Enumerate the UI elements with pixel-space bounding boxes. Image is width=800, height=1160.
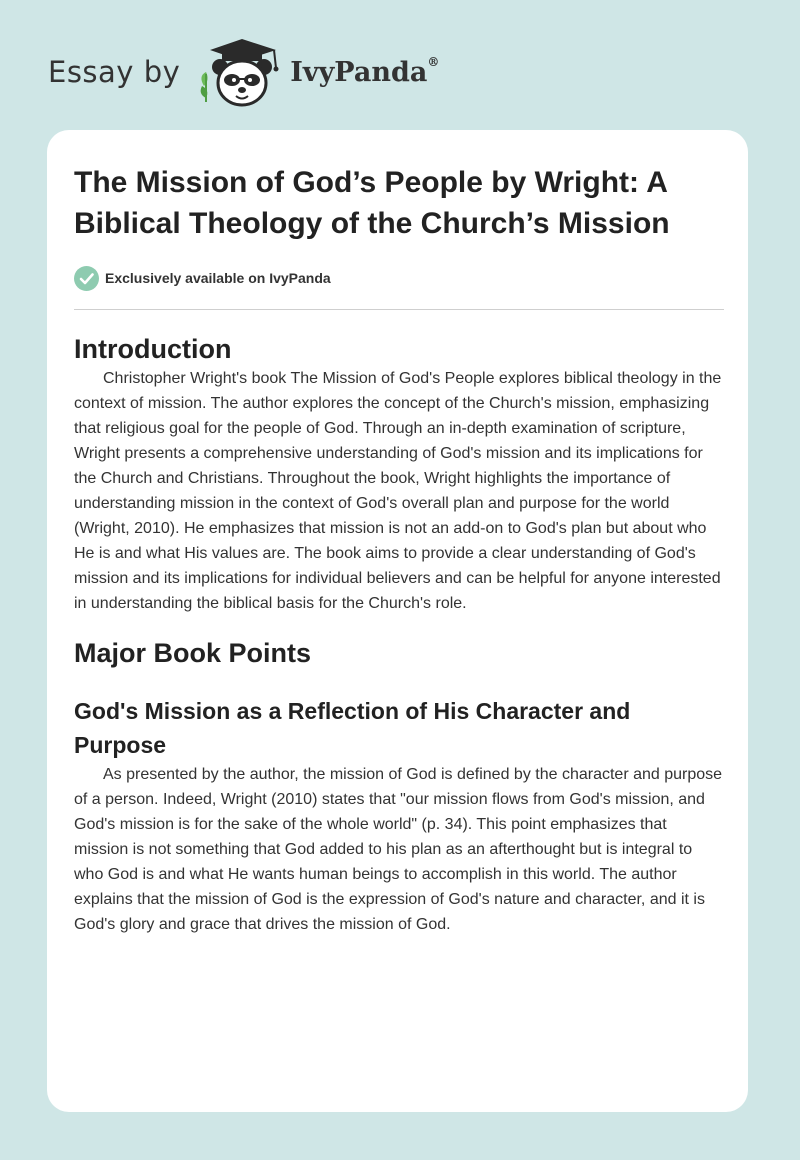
check-circle-icon bbox=[74, 266, 99, 291]
brand-prefix: Essay by bbox=[48, 55, 181, 89]
brand-name: IvyPanda® bbox=[290, 54, 440, 88]
section-heading-introduction: Introduction bbox=[74, 334, 232, 364]
panda-graduation-cap-icon bbox=[196, 36, 288, 108]
gods-mission-paragraph: As presented by the author, the mission of God is defined by the character and purpose of a person. Indeed, Wright (2010) states that "our mission flows from God's mission, and God's mission is for the sake of the whole world" (p. 34). This point emphasizes that mission is not something that God added to his plan as an afterthought but is integral to who God is and what He wants human beings to accomplish in this world. The author explains that the mission of God is the expression of God's nature and character, and it is God's glory and grace that drives the mission of God. bbox=[74, 766, 723, 933]
subsection-heading-gods-mission: God's Mission as a Reflection of His Character and Purpose bbox=[74, 698, 631, 758]
divider bbox=[74, 309, 724, 310]
site-brand[interactable] bbox=[48, 36, 439, 108]
exclusive-badge bbox=[74, 264, 724, 292]
exclusive-badge-label: Exclusively available on IvyPanda bbox=[105, 270, 331, 286]
introduction-paragraph: Christopher Wright's book The Mission of God's People explores biblical theology in the context of mission. The author explores the concept of the Church's mission, emphasizing that religious goal for the people of God. Through an in-depth examination of scripture, Wright presents a comprehensive understanding of God's mission and its implications for the Church and Christians. Throughout the book, Wright highlights the importance of understanding mission in the context of God's overall plan and purpose for the world (Wright, 2010). He emphasizes that mission is not an add-on to God's plan but about who He is and what His values are. The book aims to provide a clear understanding of God's mission and its implications for individual believers and can be helpful for anyone interested in understanding the biblical basis for the Church's role. bbox=[74, 370, 722, 612]
article-card bbox=[47, 130, 748, 1112]
article-title: The Mission of God’s People by Wright: A Biblical Theology of the Church’s Mission bbox=[74, 166, 670, 240]
section-heading-major-book-points: Major Book Points bbox=[74, 638, 312, 668]
